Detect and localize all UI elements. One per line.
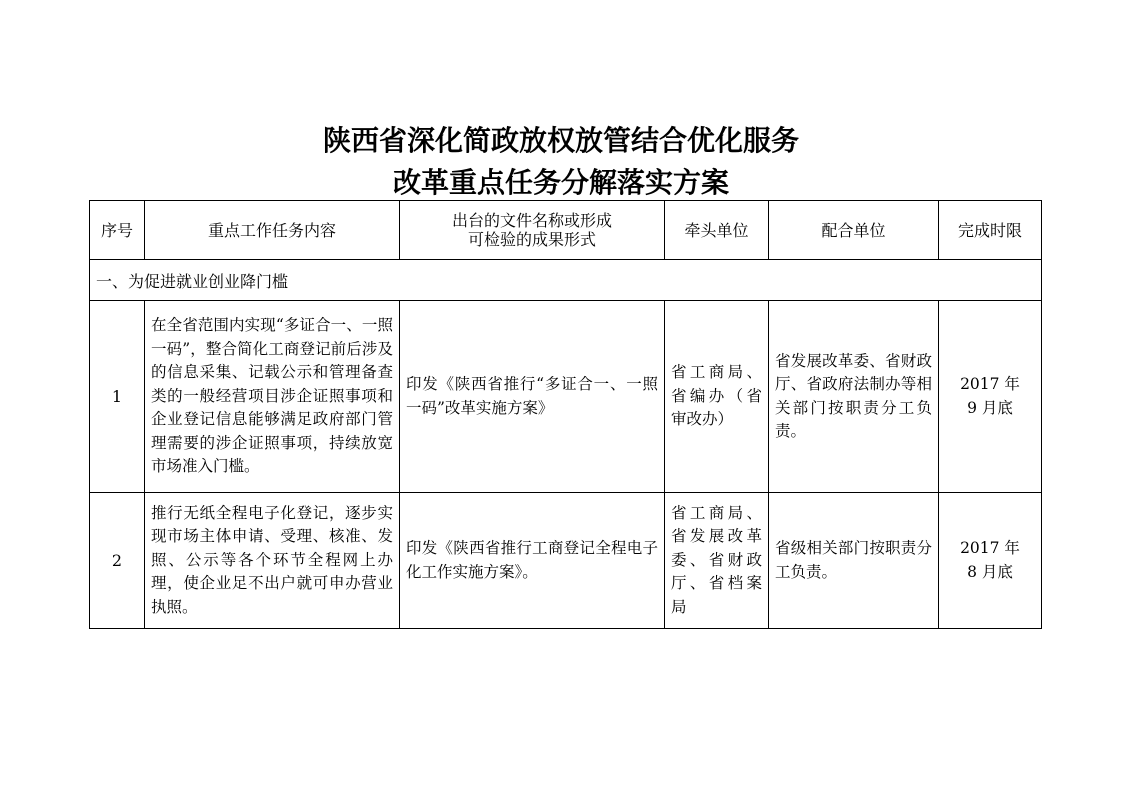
- header-lead: 牵头单位: [665, 201, 769, 260]
- row-deadline: 2017 年 9 月底: [939, 301, 1042, 493]
- document-title-line2: 改革重点任务分解落实方案: [392, 166, 729, 199]
- row-lead: 省工商局、省发展改革委、省财政厅、省档案局: [665, 493, 769, 629]
- document-title-line1: 陕西省深化简政放权放管结合优化服务: [322, 124, 799, 157]
- header-deadline: 完成时限: [939, 201, 1042, 260]
- row-output: 印发《陕西省推行“多证合一、一照一码”改革实施方案》: [400, 301, 665, 493]
- row-output: 印发《陕西省推行工商登记全程电子化工作实施方案》。: [400, 493, 665, 629]
- header-output: 出台的文件名称或形成 可检验的成果形式: [400, 201, 665, 260]
- table-header-row: [90, 201, 1042, 260]
- task-table: [89, 200, 1042, 629]
- row-partner: 省级相关部门按职责分工负责。: [769, 493, 939, 629]
- header-partner: 配合单位: [769, 201, 939, 260]
- table-row: [90, 493, 1042, 629]
- row-seq: 1: [90, 301, 145, 493]
- section-row: [90, 260, 1042, 301]
- table-row: [90, 301, 1042, 493]
- section-heading: 一、为促进就业创业降门槛: [90, 260, 1042, 301]
- row-seq: 2: [90, 493, 145, 629]
- header-seq: 序号: [90, 201, 145, 260]
- row-lead: 省工商局、省编办（省审改办）: [665, 301, 769, 493]
- row-deadline: 2017 年 8 月底: [939, 493, 1042, 629]
- row-partner: 省发展改革委、省财政厅、省政府法制办等相关部门按职责分工负责。: [769, 301, 939, 493]
- header-task: 重点工作任务内容: [145, 201, 400, 260]
- row-task: 推行无纸全程电子化登记，逐步实现市场主体申请、受理、核准、发照、公示等各个环节全程网上办理，使企业足不出户就可申办营业执照。: [145, 493, 400, 629]
- row-task: 在全省范围内实现“多证合一、一照一码”，整合简化工商登记前后涉及的信息采集、记载公示和管理备查类的一般经营项目涉企证照事项和企业登记信息能够满足政府部门管理需要的涉企证照事项，持续放宽市场准入门槛。: [145, 301, 400, 493]
